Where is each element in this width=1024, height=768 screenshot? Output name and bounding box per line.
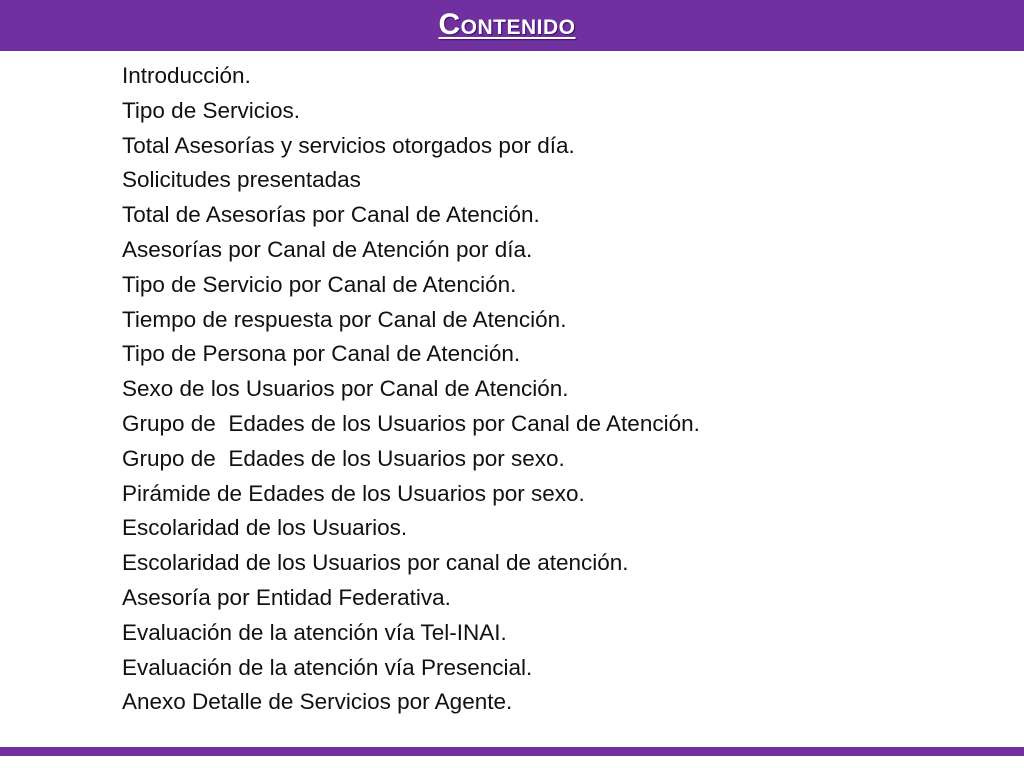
footer-bar (0, 747, 1024, 756)
page-title: Contenido (438, 8, 576, 41)
item-text: Escolaridad de los Usuarios por canal de atención. (122, 550, 629, 576)
item-text: Escolaridad de los Usuarios. (122, 515, 408, 541)
item-text: Pirámide de Edades de los Usuarios por sexo. (122, 480, 585, 506)
item-text: Grupo de Edades de los Usuarios por sexo. (122, 445, 565, 471)
item-text: Anexo Detalle de Servicios por Agente. (122, 689, 513, 715)
item-text: Tipo de Persona por Canal de Atención. (122, 341, 521, 367)
item-text: Asesoría por Entidad Federativa. (122, 584, 451, 610)
item-text: Tipo de Servicios. (122, 97, 300, 123)
item-text: Asesorías por Canal de Atención por día. (122, 236, 533, 262)
item-text: Tiempo de respuesta por Canal de Atención. (122, 306, 567, 332)
item-text: Sexo de los Usuarios por Canal de Atención. (122, 376, 569, 402)
item-text: Evaluación de la atención vía Presencial. (122, 654, 533, 680)
item-text: Introducción. (122, 63, 251, 88)
header-bar (0, 0, 1024, 51)
item-text: Grupo de Edades de los Usuarios por Canal de Atención. (122, 410, 700, 436)
item-text: Total de Asesorías por Canal de Atención. (122, 202, 540, 228)
item-text: Evaluación de la atención vía Tel-INAI. (122, 619, 507, 645)
item-text: Tipo de Servicio por Canal de Atención. (122, 271, 517, 297)
item-text: Total Asesorías y servicios otorgados por día. (122, 132, 575, 158)
item-text: Solicitudes presentadas (122, 167, 361, 193)
